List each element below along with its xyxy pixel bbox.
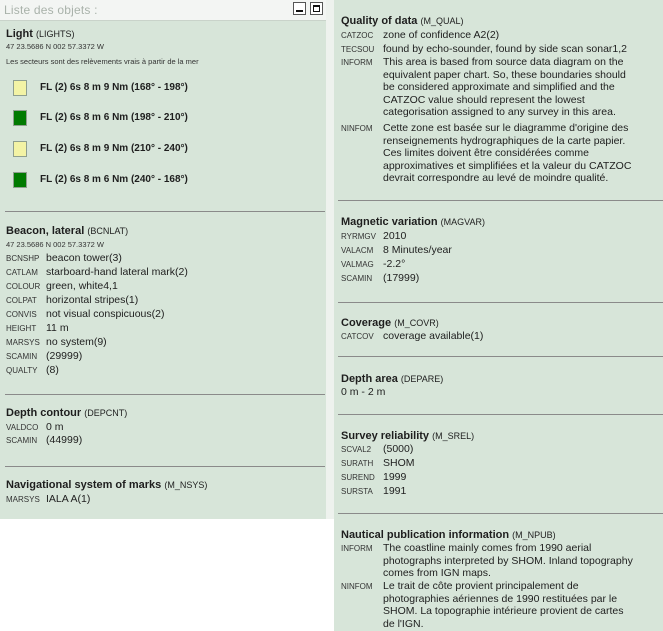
attribute-value: 1999 <box>383 471 407 483</box>
light-sector-label: FL (2) 6s 8 m 9 Nm (168° - 198°) <box>40 82 188 93</box>
section-divider <box>5 211 325 212</box>
section-title-depth-area <box>341 373 443 385</box>
section-code: (LIGHTS) <box>35 29 75 39</box>
minimize-button[interactable] <box>293 2 306 15</box>
vertical-scrollbar[interactable] <box>326 0 334 519</box>
attribute-key: INFORM <box>341 58 373 67</box>
section-divider <box>338 302 663 303</box>
section-name: Depth area <box>341 373 398 385</box>
attribute-value: 11 m <box>46 322 69 334</box>
attribute-value: starboard-hand lateral mark(2) <box>46 266 188 278</box>
light-sector-label: FL (2) 6s 8 m 6 Nm (198° - 210°) <box>40 112 188 123</box>
attribute-value: 8 Minutes/year <box>383 244 452 256</box>
attribute-value: coverage available(1) <box>383 330 484 342</box>
attribute-key: SURSTA <box>341 487 373 496</box>
light-sector-label: FL (2) 6s 8 m 6 Nm (240° - 168°) <box>40 174 188 185</box>
section-code: (M_NSYS) <box>164 480 208 490</box>
attribute-value: (44999) <box>46 434 83 446</box>
attribute-key: MARSYS <box>6 495 40 504</box>
beacon-coordinates: 47 23.5686 N 002 57.3372 W <box>6 240 104 249</box>
attribute-key: HEIGHT <box>6 324 37 333</box>
attribute-value: found by echo-sounder, found by side scan sonar1,2 <box>383 43 628 55</box>
section-title-depth-contour <box>6 407 127 419</box>
attribute-value: (5000) <box>383 443 414 455</box>
attribute-key: CATZOC <box>341 31 374 40</box>
attribute-key: RYRMGV <box>341 232 376 241</box>
section-code: (DEPCNT) <box>84 408 128 418</box>
depth-area-range: 0 m - 2 m <box>341 386 386 398</box>
section-divider <box>338 513 663 514</box>
section-divider <box>5 394 325 395</box>
light-color-swatch <box>13 110 27 126</box>
section-title-light <box>6 28 74 40</box>
section-divider <box>338 356 663 357</box>
section-title-beacon <box>6 225 128 237</box>
attribute-value: IALA A(1) <box>46 493 91 505</box>
attribute-value: (8) <box>46 364 59 376</box>
attribute-key: NINFOM <box>341 124 373 133</box>
light-color-swatch <box>13 172 27 188</box>
window-titlebar[interactable] <box>0 0 334 21</box>
attribute-key: SCAMIN <box>6 352 38 361</box>
section-name: Magnetic variation <box>341 216 438 228</box>
object-list-panel <box>0 0 334 519</box>
window-title: Liste des objets : <box>4 3 98 17</box>
attribute-key: SUREND <box>341 473 375 482</box>
attribute-key: BCNSHP <box>6 254 40 263</box>
attribute-key: CATLAM <box>6 268 38 277</box>
section-title-quality <box>341 15 463 27</box>
section-title-nav-system <box>6 479 207 491</box>
attribute-key: QUALTY <box>6 366 38 375</box>
section-code: (MAGVAR) <box>440 217 485 227</box>
section-code: (M_SREL) <box>432 431 475 441</box>
section-name: Survey reliability <box>341 430 430 442</box>
attribute-value: 1991 <box>383 485 407 497</box>
attribute-value: horizontal stripes(1) <box>46 294 139 306</box>
section-name: Nautical publication information <box>341 529 510 541</box>
light-sector-note: Les secteurs sont des relèvements vrais à partir de la mer <box>6 57 199 66</box>
section-title-survey <box>341 430 474 442</box>
attribute-value: (17999) <box>383 272 420 284</box>
section-title-coverage <box>341 317 439 329</box>
attribute-value: 2010 <box>383 230 407 242</box>
attribute-value: Le trait de côte provient principalement de photographies aériennes de 1990 restituées par le SHOM. La topographie intérieure provient de cartes de l'IGN. <box>383 580 624 630</box>
attribute-key: SCAMIN <box>6 436 38 445</box>
attribute-key: CONVIS <box>6 310 37 319</box>
attribute-key: INFORM <box>341 544 373 553</box>
section-code: (BCNLAT) <box>87 226 129 236</box>
section-name: Quality of data <box>341 15 418 27</box>
attribute-key: VALMAG <box>341 260 374 269</box>
section-code: (DEPARE) <box>400 374 444 384</box>
section-name: Depth contour <box>6 407 82 419</box>
attribute-value: green, white4,1 <box>46 280 118 292</box>
attribute-key: SCVAL2 <box>341 445 372 454</box>
attribute-value: not visual conspicuous(2) <box>46 308 165 320</box>
section-divider <box>338 200 663 201</box>
section-divider <box>5 466 325 467</box>
light-coordinates: 47 23.5686 N 002 57.3372 W <box>6 42 104 51</box>
attribute-key: MARSYS <box>6 338 40 347</box>
attribute-value: 0 m <box>46 421 64 433</box>
attribute-key: SURATH <box>341 459 374 468</box>
attribute-value: (29999) <box>46 350 83 362</box>
attribute-key: TECSOU <box>341 45 375 54</box>
attribute-value: no system(9) <box>46 336 107 348</box>
light-color-swatch <box>13 141 27 157</box>
attribute-key: COLOUR <box>6 282 41 291</box>
maximize-button[interactable] <box>310 2 323 15</box>
attribute-value: -2.2° <box>383 258 406 270</box>
attribute-value: Cette zone est basée sur le diagramme d'origine des renseignements hydrographiques de la carte papier. Ces limites doivent être considérées comme approximatives et simplifiées et la valeur du CATZOC devrait correspondre au levé de moindre qualité. <box>383 122 632 184</box>
attribute-key: NINFOM <box>341 582 373 591</box>
section-name: Navigational system of marks <box>6 479 162 491</box>
section-name: Coverage <box>341 317 392 329</box>
section-code: (M_COVR) <box>394 318 439 328</box>
attribute-key: COLPAT <box>6 296 37 305</box>
attribute-key: SCAMIN <box>341 274 373 283</box>
attribute-value: SHOM <box>383 457 415 469</box>
attribute-key: VALACM <box>341 246 374 255</box>
section-title-magvar <box>341 216 485 228</box>
attribute-value: This area is based from source data diagram on the equivalent paper chart. So, these boundaries should be considered approximate and simplified and the CATZOC value should represent the lowest categorisation assigned to any survey in this area. <box>383 56 626 118</box>
attribute-key: VALDCO <box>6 423 39 432</box>
section-title-npub <box>341 529 556 541</box>
section-code: (M_QUAL) <box>420 16 464 26</box>
attribute-value: beacon tower(3) <box>46 252 122 264</box>
attribute-value: The coastline mainly comes from 1990 aerial photographs interpreted by SHOM. Inland topography comes from IGN maps. <box>383 542 633 579</box>
attribute-value: zone of confidence A2(2) <box>383 29 500 41</box>
object-details-panel <box>334 0 663 631</box>
section-code: (M_NPUB) <box>512 530 556 540</box>
attribute-key: CATCOV <box>341 332 374 341</box>
section-divider <box>338 414 663 415</box>
section-name: Beacon, lateral <box>6 225 85 237</box>
light-color-swatch <box>13 80 27 96</box>
light-sector-label: FL (2) 6s 8 m 9 Nm (210° - 240°) <box>40 143 188 154</box>
section-name: Light <box>6 28 33 40</box>
